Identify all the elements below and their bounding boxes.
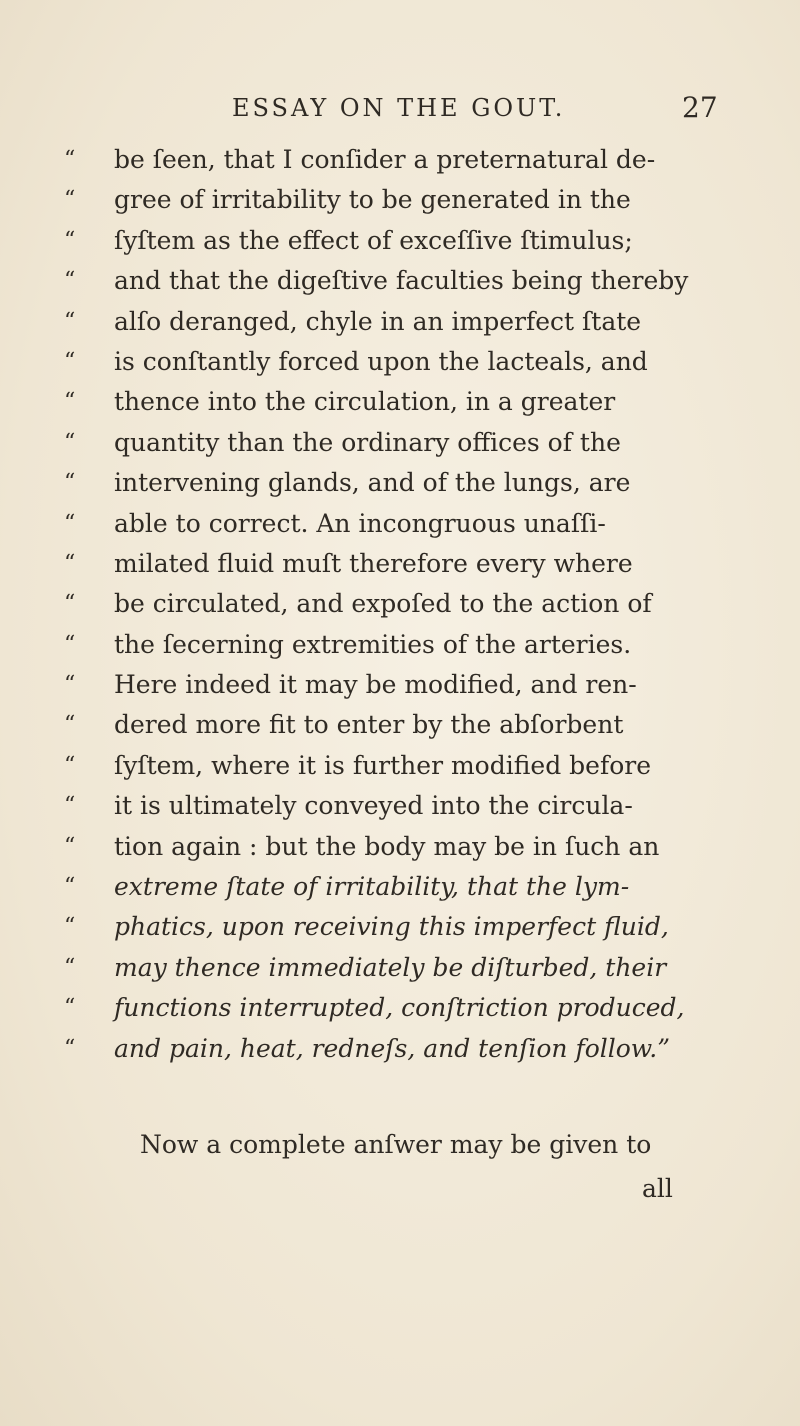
line-text: dered more fit to enter by the abſorbent bbox=[114, 710, 624, 740]
line-text: milated fluid muſt therefore every where bbox=[114, 548, 633, 578]
text-line bbox=[64, 988, 744, 1028]
line-text: it is ultimately conveyed into the circula- bbox=[114, 791, 633, 821]
quote-mark: “ bbox=[64, 954, 76, 980]
line-text: extreme ſtate of irritability, that the lym- bbox=[114, 872, 630, 902]
line-text: and pain, heat, redneſs, and tenſion follow.” bbox=[114, 1033, 670, 1063]
quote-mark: “ bbox=[64, 510, 76, 536]
text-line bbox=[64, 261, 744, 301]
quote-mark: “ bbox=[64, 752, 76, 778]
text-line bbox=[64, 786, 744, 826]
quote-mark: “ bbox=[64, 914, 76, 940]
line-text: gree of irritability to be generated in the bbox=[114, 185, 631, 215]
text-line bbox=[64, 625, 744, 665]
text-line bbox=[64, 827, 744, 867]
quote-mark: “ bbox=[64, 429, 76, 455]
text-line bbox=[64, 504, 744, 544]
quote-mark: “ bbox=[64, 550, 76, 576]
text-line bbox=[64, 665, 744, 705]
line-text: be ſeen, that I conſider a preternatural de- bbox=[114, 145, 656, 174]
text-line bbox=[64, 705, 744, 745]
line-text: may thence immediately be diſturbed, their bbox=[114, 952, 667, 982]
quote-mark: “ bbox=[64, 995, 76, 1021]
quote-mark: “ bbox=[64, 591, 76, 617]
line-text: thence into the circulation, in a greater bbox=[114, 387, 616, 417]
quoted-passage bbox=[64, 140, 744, 1069]
text-line bbox=[64, 584, 744, 624]
quote-mark: “ bbox=[64, 147, 76, 172]
paragraph-start: Now a complete anſwer may be given to bbox=[140, 1130, 652, 1159]
text-line bbox=[64, 544, 744, 584]
text-line bbox=[64, 302, 744, 342]
text-line bbox=[64, 342, 744, 382]
line-text: quantity than the ordinary offices of the bbox=[114, 427, 621, 457]
text-line bbox=[64, 463, 744, 503]
text-line bbox=[64, 180, 744, 220]
text-line bbox=[64, 867, 744, 907]
quote-mark: “ bbox=[64, 268, 76, 294]
quote-mark: “ bbox=[64, 1035, 76, 1061]
quote-mark: “ bbox=[64, 631, 76, 657]
line-text: functions interrupted, conſtriction produced, bbox=[114, 993, 685, 1023]
quote-mark: “ bbox=[64, 672, 76, 698]
quote-mark: “ bbox=[64, 470, 76, 496]
line-text: alſo deranged, chyle in an imperfect ſtate bbox=[114, 306, 642, 336]
line-text: is conſtantly forced upon the lacteals, and bbox=[114, 346, 648, 376]
line-text: ſyſtem, where it is further modified before bbox=[114, 750, 651, 780]
text-line bbox=[64, 140, 744, 180]
running-title: ESSAY ON THE GOUT. bbox=[232, 94, 566, 122]
catchword: all bbox=[642, 1174, 673, 1203]
text-line bbox=[64, 907, 744, 947]
line-text: and that the digeſtive faculties being thereby bbox=[114, 266, 689, 296]
line-text: intervening glands, and of the lungs, are bbox=[114, 468, 631, 498]
line-text: the ſecerning extremities of the arteries. bbox=[114, 629, 632, 659]
text-line bbox=[64, 382, 744, 422]
quote-mark: “ bbox=[64, 348, 76, 374]
quote-mark: “ bbox=[64, 187, 76, 213]
text-line bbox=[64, 746, 744, 786]
text-line bbox=[64, 948, 744, 988]
line-text: Here indeed it may be modified, and ren- bbox=[114, 670, 637, 700]
line-text: tion again : but the body may be in ſuch an bbox=[114, 831, 660, 861]
line-text: ſyſtem as the effect of exceſſive ſtimulus; bbox=[114, 225, 633, 255]
line-text: phatics, upon receiving this imperfect fluid, bbox=[114, 912, 669, 942]
quote-mark: “ bbox=[64, 227, 76, 253]
quote-mark: “ bbox=[64, 308, 76, 334]
text-line bbox=[64, 423, 744, 463]
quote-mark: “ bbox=[64, 874, 76, 900]
running-head bbox=[0, 88, 800, 128]
line-text: able to correct. An incongruous unaſſi- bbox=[114, 508, 606, 538]
text-line bbox=[64, 221, 744, 261]
quote-mark: “ bbox=[64, 833, 76, 859]
quote-mark: “ bbox=[64, 712, 76, 738]
page-number: 27 bbox=[682, 91, 718, 124]
text-line bbox=[64, 1029, 744, 1069]
line-text: be circulated, and expoſed to the action of bbox=[114, 589, 652, 619]
quote-mark: “ bbox=[64, 389, 76, 415]
quote-mark: “ bbox=[64, 793, 76, 819]
